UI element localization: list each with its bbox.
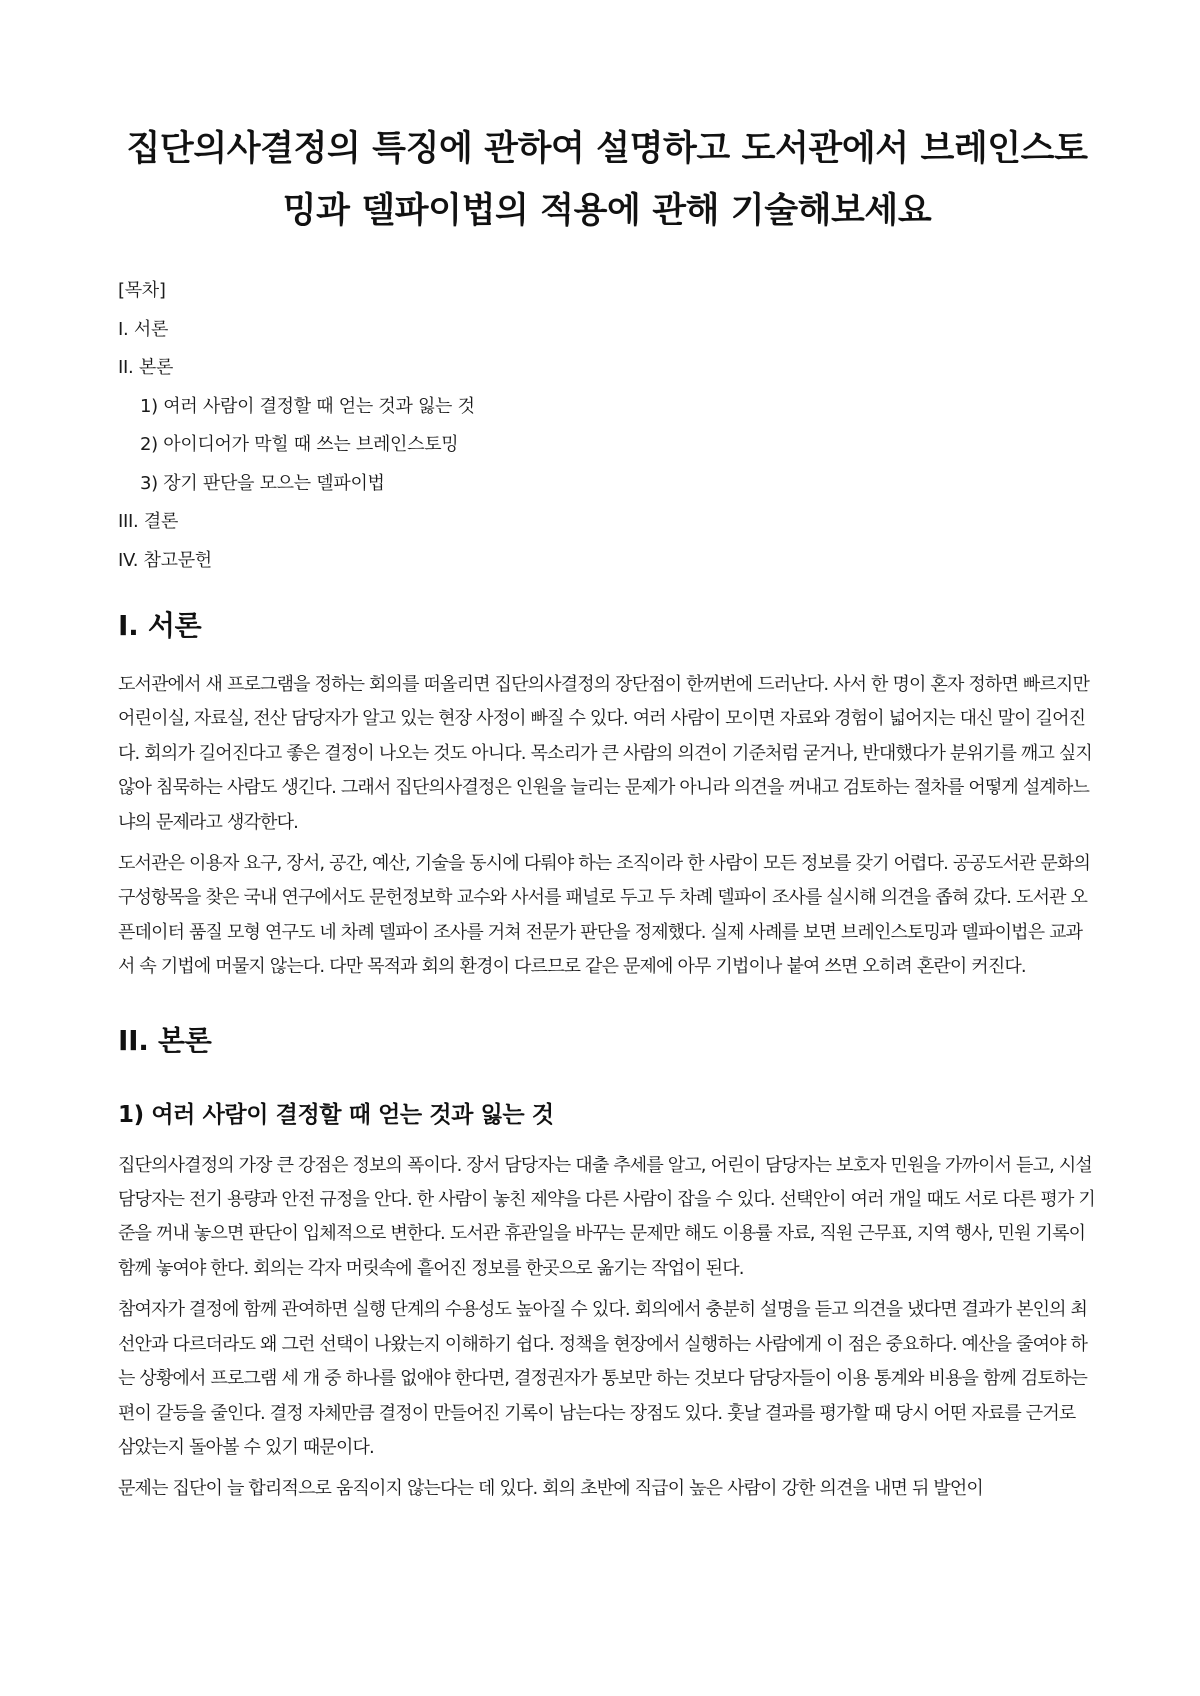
introduction-paragraph: 도서관은 이용자 요구, 장서, 공간, 예산, 기술을 동시에 다뤄야 하는 조직이라 한 사람이 모든 정보를 갖기 어렵다. 공공도서관 문화의 구성항목을 찾은 국내 연구에서도 문헌정보학 교수와 사서를 패널로 두고 두 차례 델파이 조사를 실시해 의견을 좁혀 갔다. 도서관 오픈데이터 품질 모형 연구도 네 차례 델파이 조사를 거쳐 전문가 판단을 정제했다. 실제 사례를 보면 브레인스토밍과 델파이법은 교과서 속 기법에 머물지 않는다. 다만 목적과 회의 환경이 다르므로 같은 문제에 아무 기법이나 붙여 쓰면 오히려 혼란이 커진다. <box>118 853 1091 978</box>
introduction-heading: I. 서론 <box>118 609 202 642</box>
toc-subitem-delphi: 3) 장기 판단을 모으는 델파이법 <box>140 472 385 494</box>
toc-subitem-brainstorming: 2) 아이디어가 막힐 때 쓰는 브레인스토밍 <box>140 434 459 455</box>
table-of-contents <box>118 272 1096 580</box>
document-title: 집단의사결정의 특징에 관하여 설명하고 도서관에서 브레인스토밍과 델파이법의 적용에 관해 기술해보세요 <box>126 129 1088 231</box>
toc-item-introduction: I. 서론 <box>118 318 169 340</box>
subsection-heading-group-decision: 1) 여러 사람이 결정할 때 얻는 것과 잃는 것 <box>118 1101 554 1128</box>
toc-item-body: II. 본론 <box>118 357 174 378</box>
introduction-paragraph: 도서관에서 새 프로그램을 정하는 회의를 떠올리면 집단의사결정의 장단점이 한꺼번에 드러난다. 사서 한 명이 혼자 정하면 빠르지만 어린이실, 자료실, 전산 담당자가 알고 있는 현장 사정이 빠질 수 있다. 여러 사람이 모이면 자료와 경험이 넓어지는 대신 말이 길어진다. 회의가 길어진다고 좋은 결정이 나오는 것도 아니다. 목소리가 큰 사람의 의견이 기준처럼 굳거나, 반대했다가 분위기를 깨고 싶지 않아 침묵하는 사람도 생긴다. 그래서 집단의사결정은 인원을 늘리는 문제가 아니라 의견을 꺼내고 검토하는 절차를 어떻게 설계하느냐의 문제라고 생각한다. <box>118 674 1092 833</box>
body-paragraph: 문제는 집단이 늘 합리적으로 움직이지 않는다는 데 있다. 회의 초반에 직급이 높은 사람이 강한 의견을 내면 뒤 발언이 <box>118 1478 983 1500</box>
toc-heading: [목차] <box>118 280 166 301</box>
body-section <box>118 1021 1096 1507</box>
body-heading: II. 본론 <box>118 1023 212 1057</box>
body-paragraph: 집단의사결정의 가장 큰 강점은 정보의 폭이다. 장서 담당자는 대출 추세를 알고, 어린이 담당자는 보호자 민원을 가까이서 듣고, 시설 담당자는 전기 용량과 안전 규정을 안다. 한 사람이 놓친 제약을 다른 사람이 잡을 수 있다. 선택안이 여러 개일 때도 서로 다른 평가 기준을 꺼내 놓으면 판단이 입체적으로 변한다. 도서관 휴관일을 바꾸는 문제만 해도 이용률 자료, 직원 근무표, 지역 행사, 민원 기록이 함께 놓여야 한다. 회의는 각자 머릿속에 흩어진 정보를 한곳으로 옮기는 작업이 된다. <box>118 1154 1095 1279</box>
toc-subitem-group-decision: 1) 여러 사람이 결정할 때 얻는 것과 잃는 것 <box>140 395 475 417</box>
body-paragraph: 참여자가 결정에 함께 관여하면 실행 단계의 수용성도 높아질 수 있다. 회의에서 충분히 설명을 듣고 의견을 냈다면 결과가 본인의 최선안과 다르더라도 왜 그런 선택이 나왔는지 이해하기 쉽다. 정책을 현장에서 실행하는 사람에게 이 점은 중요하다. 예산을 줄여야 하는 상황에서 프로그램 세 개 중 하나를 없애야 한다면, 결정권자가 통보만 하는 것보다 담당자들이 이용 통계와 비용을 함께 검토하는 편이 갈등을 줄인다. 결정 자체만큼 결정이 만들어진 기록이 남는다는 장점도 있다. 훗날 결과를 평가할 때 당시 어떤 자료를 근거로 삼았는지 돌아볼 수 있기 때문이다. <box>118 1299 1088 1458</box>
toc-item-references: IV. 참고문헌 <box>118 549 212 571</box>
introduction-section <box>118 606 1096 985</box>
toc-item-conclusion: III. 결론 <box>118 511 179 532</box>
